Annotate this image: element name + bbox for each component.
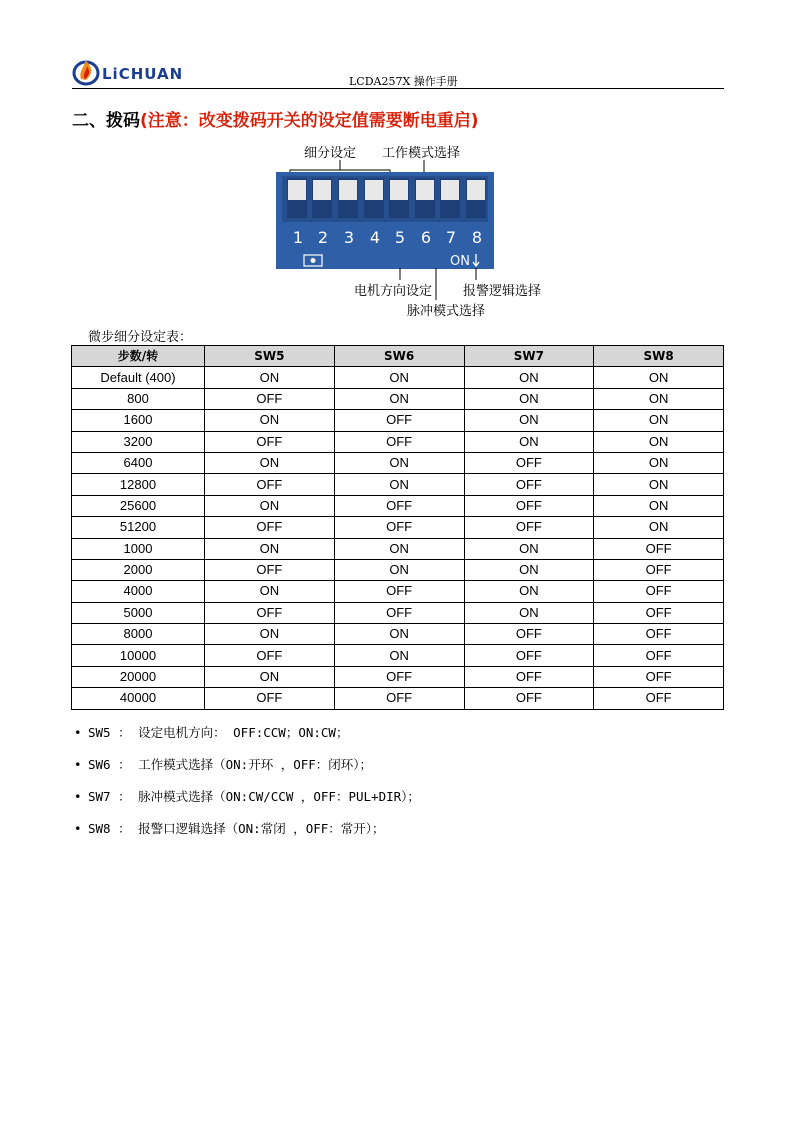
switch-state-cell: ON	[594, 410, 724, 431]
switch-state-cell: OFF	[594, 688, 724, 709]
note-sw5	[74, 724, 420, 756]
switch-state-cell: ON	[464, 538, 594, 559]
switch-state-cell: ON	[464, 367, 594, 388]
dip-switch-board	[276, 172, 494, 269]
switch-number-6: 6	[420, 228, 432, 247]
switch-state-cell: OFF	[594, 581, 724, 602]
switch-state-cell: ON	[594, 388, 724, 409]
steps-cell: 1600	[72, 410, 205, 431]
switch-state-cell: ON	[205, 666, 335, 687]
switch-state-cell: ON	[334, 474, 464, 495]
header-rule	[72, 88, 724, 89]
note-sw7	[74, 788, 420, 820]
switch-state-cell: ON	[205, 624, 335, 645]
header-sw7: SW7	[464, 346, 594, 367]
dip-on-text: ON	[450, 254, 470, 269]
switch-state-cell: OFF	[205, 602, 335, 623]
switch-state-cell: ON	[594, 517, 724, 538]
switch-number-3: 3	[343, 228, 355, 247]
label-motor-direction: 电机方向设定	[354, 284, 433, 299]
switch-state-cell: ON	[334, 452, 464, 473]
switch-state-cell: OFF	[334, 666, 464, 687]
switch-state-cell: ON	[205, 410, 335, 431]
switch-state-cell: ON	[334, 538, 464, 559]
bullet-icon: •	[74, 725, 82, 740]
switch-number-1: 1	[292, 228, 304, 247]
table-caption: 微步细分设定表：	[88, 330, 193, 345]
steps-cell: 10000	[72, 645, 205, 666]
switch-state-cell: ON	[205, 581, 335, 602]
table-row	[72, 495, 724, 516]
switch-state-cell: OFF	[594, 624, 724, 645]
steps-cell: 2000	[72, 559, 205, 580]
switch-state-cell: OFF	[334, 495, 464, 516]
table-row	[72, 517, 724, 538]
switch-state-cell: OFF	[594, 602, 724, 623]
table-row	[72, 666, 724, 687]
header-sw6: SW6	[334, 346, 464, 367]
switch-number-7: 7	[445, 228, 457, 247]
note-sw7-text: SW7 ： 脉冲模式选择（ON:CW/CCW ，OFF：PUL+DIR）；	[88, 789, 420, 804]
table-row	[72, 431, 724, 452]
table-row	[72, 367, 724, 388]
steps-cell: 4000	[72, 581, 205, 602]
steps-cell: 20000	[72, 666, 205, 687]
switch-state-cell: ON	[334, 645, 464, 666]
steps-cell: 3200	[72, 431, 205, 452]
note-sw8-text: SW8 ： 报警口逻辑选择（ON:常闭 ，OFF：常开）；	[88, 821, 385, 836]
label-alarm-logic: 报警逻辑选择	[463, 284, 542, 299]
bullet-icon: •	[74, 821, 82, 836]
table-body	[72, 367, 724, 709]
switch-state-cell: ON	[594, 495, 724, 516]
switch-state-cell: OFF	[464, 666, 594, 687]
logo-text: LiCHUAN	[102, 65, 184, 83]
switch-state-cell: OFF	[464, 452, 594, 473]
switch-state-cell: OFF	[594, 666, 724, 687]
switch-state-cell: OFF	[205, 474, 335, 495]
section-heading-note: (注意：改变拨码开关的设定值需要断电重启)	[140, 111, 479, 131]
switch-state-cell: ON	[205, 495, 335, 516]
steps-cell: Default (400)	[72, 367, 205, 388]
switch-state-cell: OFF	[334, 602, 464, 623]
switch-state-cell: OFF	[334, 581, 464, 602]
table-row	[72, 581, 724, 602]
switch-state-cell: ON	[594, 452, 724, 473]
switch-state-cell: OFF	[334, 688, 464, 709]
table-row	[72, 688, 724, 709]
steps-cell: 1000	[72, 538, 205, 559]
steps-cell: 8000	[72, 624, 205, 645]
switch-state-cell: OFF	[334, 431, 464, 452]
header-sw5: SW5	[205, 346, 335, 367]
table-row	[72, 645, 724, 666]
switch-state-cell: OFF	[205, 388, 335, 409]
switch-state-cell: ON	[334, 367, 464, 388]
steps-cell: 40000	[72, 688, 205, 709]
switch-state-cell: ON	[464, 581, 594, 602]
switch-state-cell: ON	[334, 559, 464, 580]
bullet-icon: •	[74, 757, 82, 772]
document-title: LCDA257X 操作手册	[349, 75, 458, 88]
section-heading	[72, 106, 479, 131]
switch-number-5: 5	[394, 228, 406, 247]
label-pulse-mode: 脉冲模式选择	[407, 304, 486, 319]
table-row	[72, 410, 724, 431]
switch-state-cell: OFF	[464, 645, 594, 666]
switch-state-cell: OFF	[594, 538, 724, 559]
page-header	[72, 56, 724, 90]
steps-cell: 6400	[72, 452, 205, 473]
switch-notes	[74, 724, 420, 852]
microstep-table	[71, 345, 724, 710]
switch-number-4: 4	[369, 228, 381, 247]
switch-state-cell: OFF	[594, 559, 724, 580]
switch-state-cell: OFF	[464, 688, 594, 709]
table-header-row	[72, 346, 724, 367]
table-row	[72, 388, 724, 409]
note-sw5-text: SW5 ： 设定电机方向： OFF:CCW；ON:CW；	[88, 725, 349, 740]
switch-state-cell: ON	[594, 367, 724, 388]
label-work-mode: 工作模式选择	[382, 146, 461, 161]
switch-state-cell: ON	[334, 624, 464, 645]
header-steps: 步数/转	[72, 346, 205, 367]
steps-cell: 5000	[72, 602, 205, 623]
switch-state-cell: ON	[205, 367, 335, 388]
header-sw8: SW8	[594, 346, 724, 367]
switch-state-cell: OFF	[334, 410, 464, 431]
switch-state-cell: OFF	[205, 645, 335, 666]
switch-state-cell: ON	[594, 474, 724, 495]
table-row	[72, 474, 724, 495]
switch-state-cell: ON	[464, 388, 594, 409]
switch-state-cell: OFF	[464, 495, 594, 516]
switch-number-2: 2	[317, 228, 329, 247]
switch-state-cell: ON	[205, 452, 335, 473]
switch-state-cell: OFF	[205, 431, 335, 452]
switch-state-cell: OFF	[464, 517, 594, 538]
table-row	[72, 559, 724, 580]
bullet-icon: •	[74, 789, 82, 804]
steps-cell: 12800	[72, 474, 205, 495]
note-sw6	[74, 756, 420, 788]
table-row	[72, 602, 724, 623]
table-row	[72, 452, 724, 473]
steps-cell: 51200	[72, 517, 205, 538]
switch-state-cell: OFF	[464, 474, 594, 495]
steps-cell: 25600	[72, 495, 205, 516]
switch-state-cell: ON	[464, 602, 594, 623]
switch-state-cell: OFF	[205, 559, 335, 580]
note-sw8	[74, 820, 420, 852]
switch-state-cell: OFF	[205, 688, 335, 709]
switch-state-cell: ON	[334, 388, 464, 409]
switch-state-cell: ON	[205, 538, 335, 559]
switch-state-cell: OFF	[205, 517, 335, 538]
note-sw6-text: SW6 ： 工作模式选择（ON:开环 ，OFF：闭环）；	[88, 757, 373, 772]
table-row	[72, 624, 724, 645]
section-heading-title: 二、拨码	[72, 111, 140, 131]
steps-cell: 800	[72, 388, 205, 409]
switch-state-cell: OFF	[594, 645, 724, 666]
table-row	[72, 538, 724, 559]
switch-state-cell: ON	[594, 431, 724, 452]
switch-state-cell: ON	[464, 431, 594, 452]
switch-state-cell: OFF	[464, 624, 594, 645]
label-subdivision: 细分设定	[304, 146, 357, 161]
switch-number-8: 8	[471, 228, 483, 247]
switch-state-cell: ON	[464, 559, 594, 580]
switch-state-cell: OFF	[334, 517, 464, 538]
switch-state-cell: ON	[464, 410, 594, 431]
